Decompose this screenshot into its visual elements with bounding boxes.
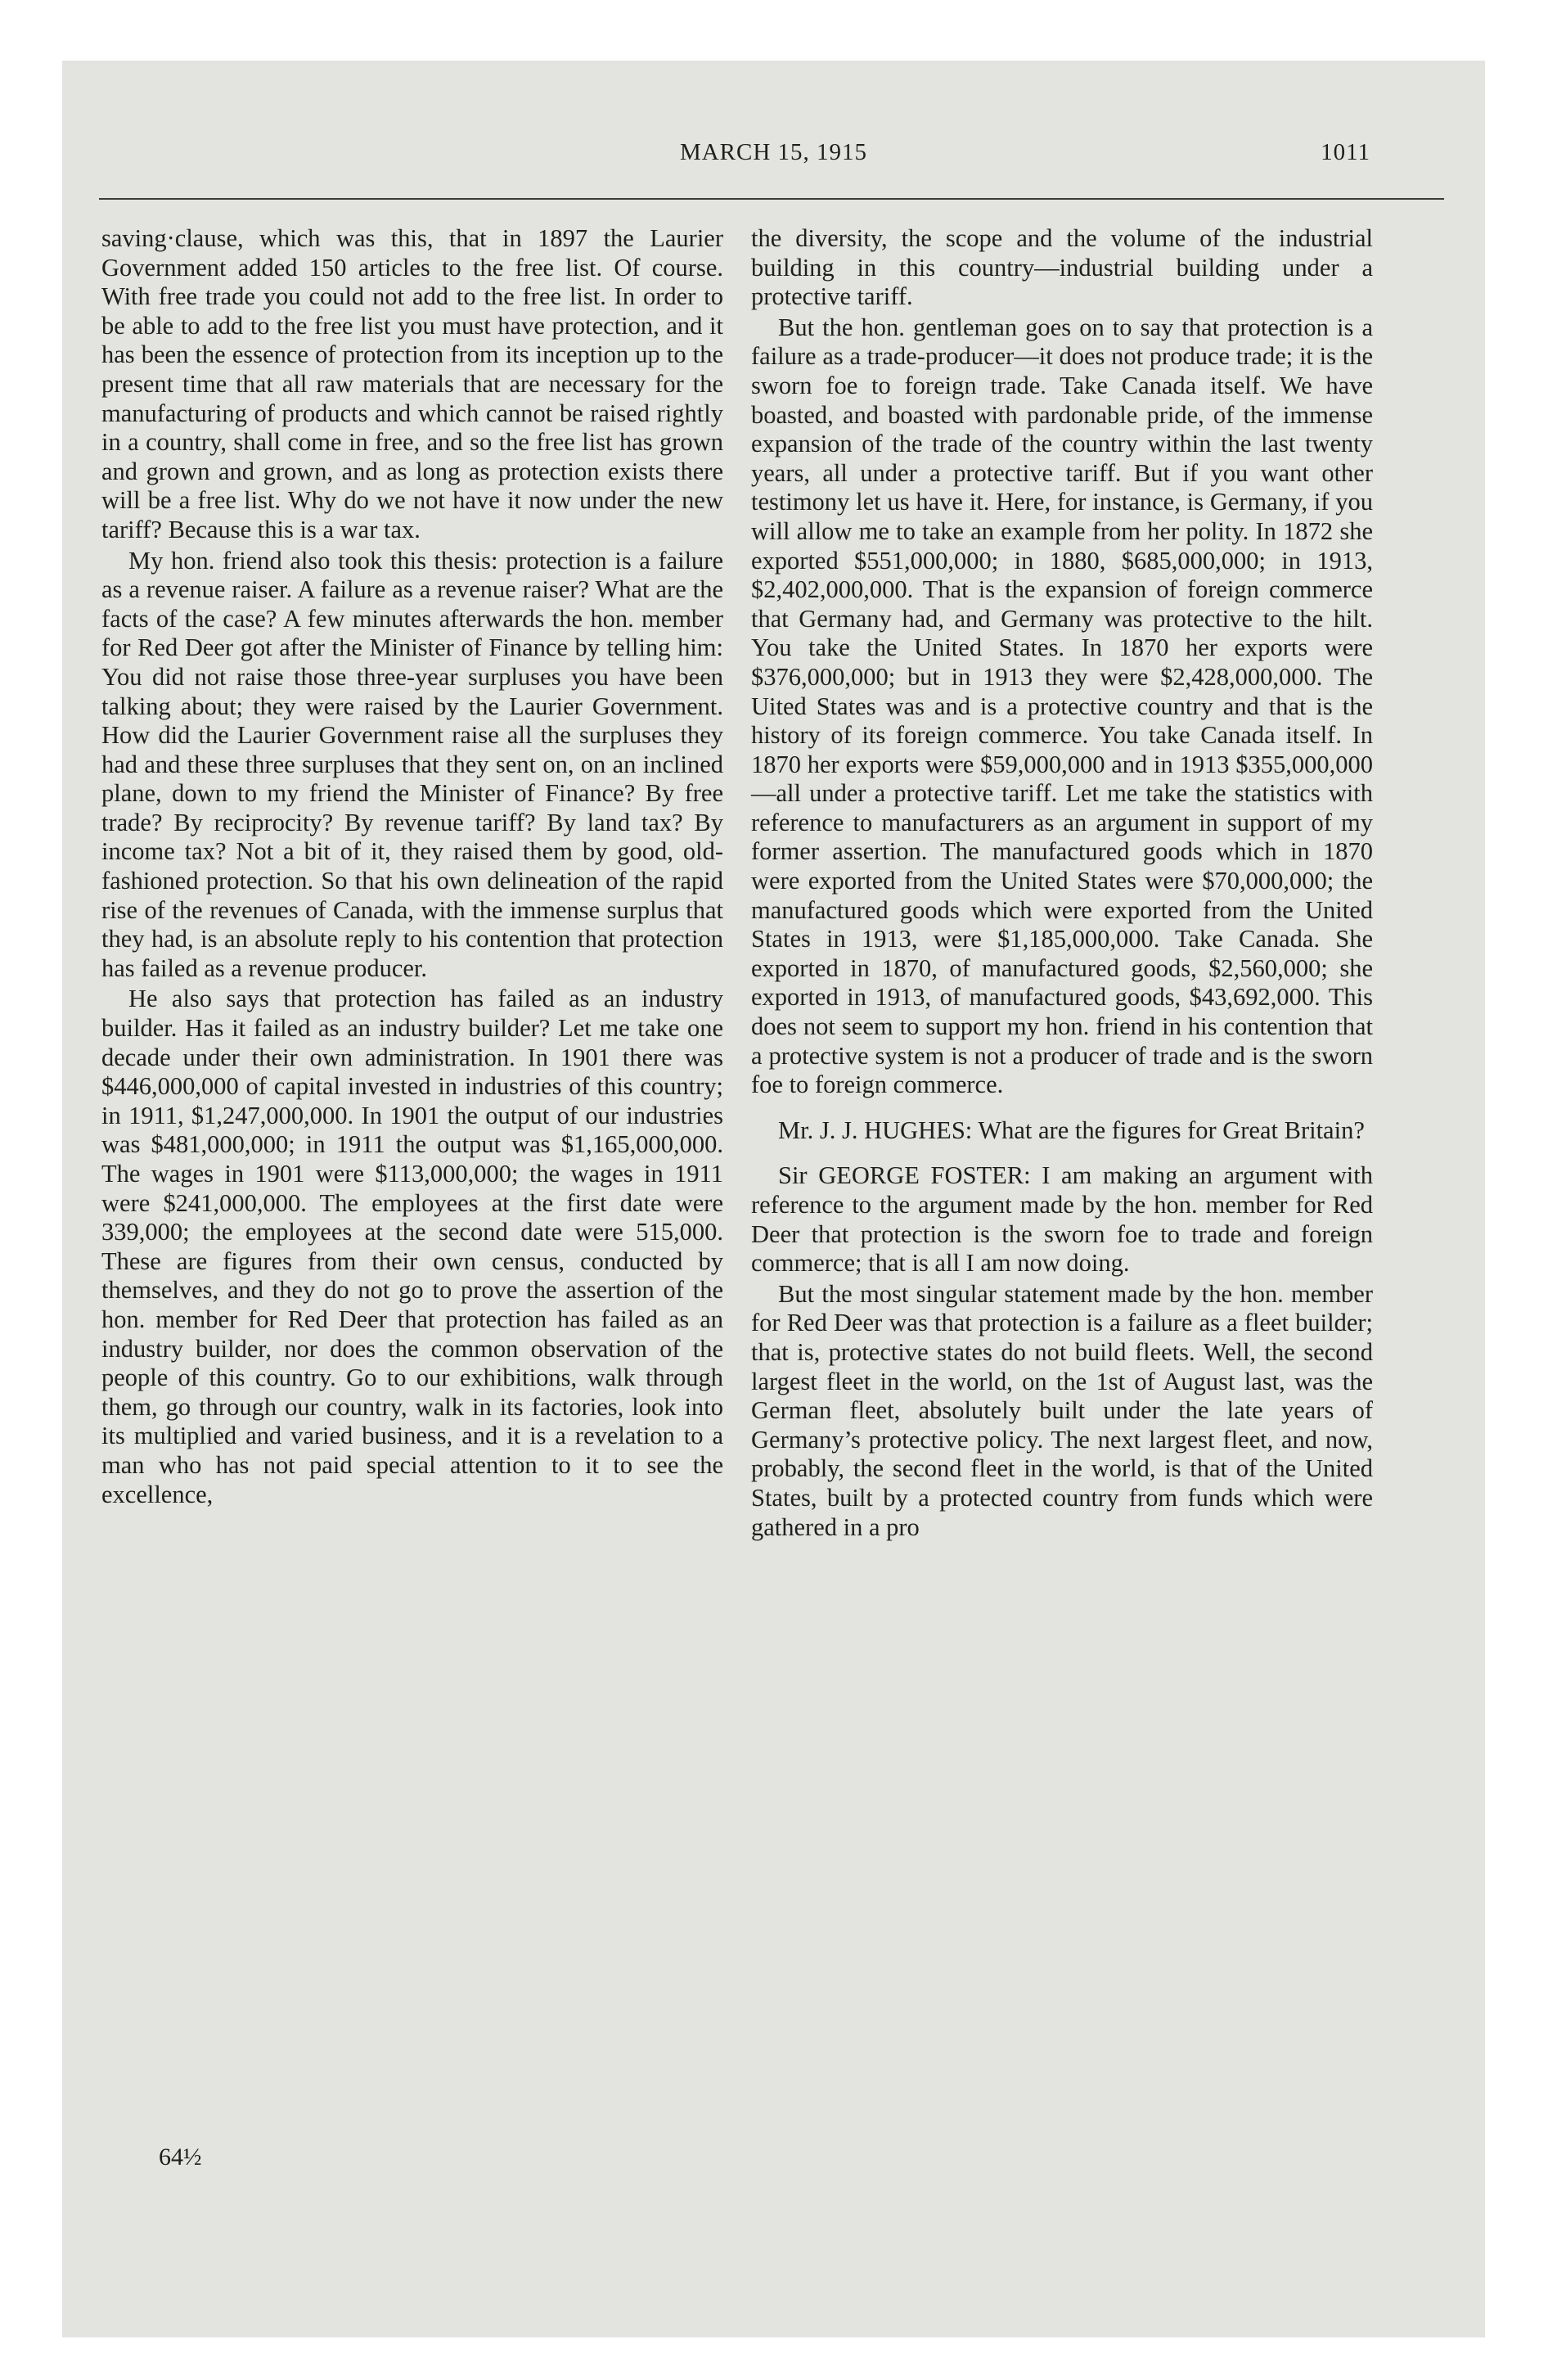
paragraph: saving·clause, which was this, that in 1897 the Laurier Government added 150 articles to the free list. Of course. With free trade you could not add to the free list. In order to be able to add to the free list you must have protection, and it has been the essence of protection from its inception up to the present time that all raw materials that are necessary for the manufacturing of products and which cannot be raised rightly in a country, shall come in free, and so the free list has grown and grown and grown, and as long as protection exists there will be a free list. Why do we not have it now under the new tariff? Because this is a war tax. [101, 224, 723, 543]
speaker-paragraph: Mr. J. J. HUGHES: What are the figures for Great Britain? [778, 1116, 1365, 1144]
left-column [101, 224, 723, 1509]
paragraph: But the hon. gentleman goes on to say that protection is a failure as a trade-producer—it does not produce trade; it is the sworn foe to foreign trade. Take Canada itself. We have boasted, and boasted with pardonable pride, of the immense expansion of the trade of the country within the last twenty years, all under a protective tariff. But if you want other testimony let us have it. Here, for instance, is Germany, if you will allow me to take an example from her polity. In 1872 she exported $551,000,000; in 1880, $685,000,000; in 1913, $2,402,000,000. That is the expansion of foreign commerce that Germany had, and Germany was protective to the hilt. You take the United States. In 1870 her exports were $376,000,000; but in 1913 they were $2,428,000,000. The Uited States was and is a protective country and that is the history of its foreign commerce. You take Canada itself. In 1870 her exports were $59,000,000 and in 1913 $355,000,000—all under a protective tariff. Let me take the statistics with reference to manufacturers as an argument in support of my former assertion. The manufactured goods which in 1870 were exported from the United States were $70,000,000; the manufactured goods which were exported from the United States in 1913, were $1,185,000,000. Take Canada. She exported in 1870, of manufactured goods, $2,560,000; she exported in 1913, of manufactured goods, $43,692,000. This does not seem to support my hon. friend in his contention that a protective system is not a producer of trade and is the sworn foe to foreign commerce. [751, 313, 1373, 1099]
paragraph: the diversity, the scope and the volume of the industrial building in this country—industrial building under a protective tariff. [751, 224, 1373, 311]
paragraph: But the most singular statement made by the hon. member for Red Deer was that protection is a failure as a fleet builder; that is, protective states do not build fleets. Well, the second largest fleet in the world, on the 1st of August last, was the German fleet, absolutely built under the late years of Germany’s protective policy. The next largest fleet, and now, probably, the second fleet in the world, is that of the United States, built by a protected country from funds which were gathered in a pro [751, 1279, 1373, 1541]
page-number: 1011 [1321, 139, 1370, 165]
signature-mark: 64½ [159, 2143, 202, 2170]
speaker-paragraph: Sir GEORGE FOSTER: I am making an argument with reference to the argument made by the hon. member for Red Deer that protection is the sworn foe to trade and foreign commerce; that is all I am now doing. [751, 1161, 1373, 1278]
running-head [160, 139, 1387, 172]
hansard-page [62, 61, 1485, 2337]
paragraph: My hon. friend also took this thesis: protection is a failure as a revenue raiser. A failure as a revenue raiser? What are the facts of the case? A few minutes afterwards the hon. member for Red Deer got after the Minister of Finance by telling him: You did not raise those three-year surpluses you have been talking about; they were raised by the Laurier Government. How did the Laurier Government raise all the surpluses they had and these three surpluses that they sent on, on an inclined plane, down to my friend the Minister of Finance? By free trade? By reciprocity? By revenue tariff? By land tax? By income tax? Not a bit of it, they raised them by good, old-fashioned protection. So that his own delineation of the rapid rise of the revenues of Canada, with the immense surplus that they had, is an absolute reply to his contention that protection has failed as a revenue producer. [101, 546, 723, 982]
right-column [751, 224, 1373, 1542]
paragraph: He also says that protection has failed as an industry builder. Has it failed as an industry builder? Let me take one decade under their own administration. In 1901 there was $446,000,000 of capital invested in industries of this country; in 1911, $1,247,000,000. In 1901 the output of our industries was $481,000,000; in 1911 the output was $1,165,000,000. The wages in 1901 were $113,000,000; the wages in 1911 were $241,000,000. The employees at the first date were 339,000; the employees at the second date were 515,000. These are figures from their own census, conducted by themselves, and they do not go to prove the assertion of the hon. member for Red Deer that protection has failed as an industry builder, nor does the common observation of the people of this country. Go to our exhibitions, walk through them, go through our country, walk in its factories, look into its multiplied and varied business, and it is a revelation to a man who has not paid special attention to it to see the excellence, [101, 985, 723, 1508]
header-rule [99, 198, 1444, 200]
scanned-page [62, 61, 1485, 2337]
page-date: MARCH 15, 1915 [679, 139, 868, 165]
